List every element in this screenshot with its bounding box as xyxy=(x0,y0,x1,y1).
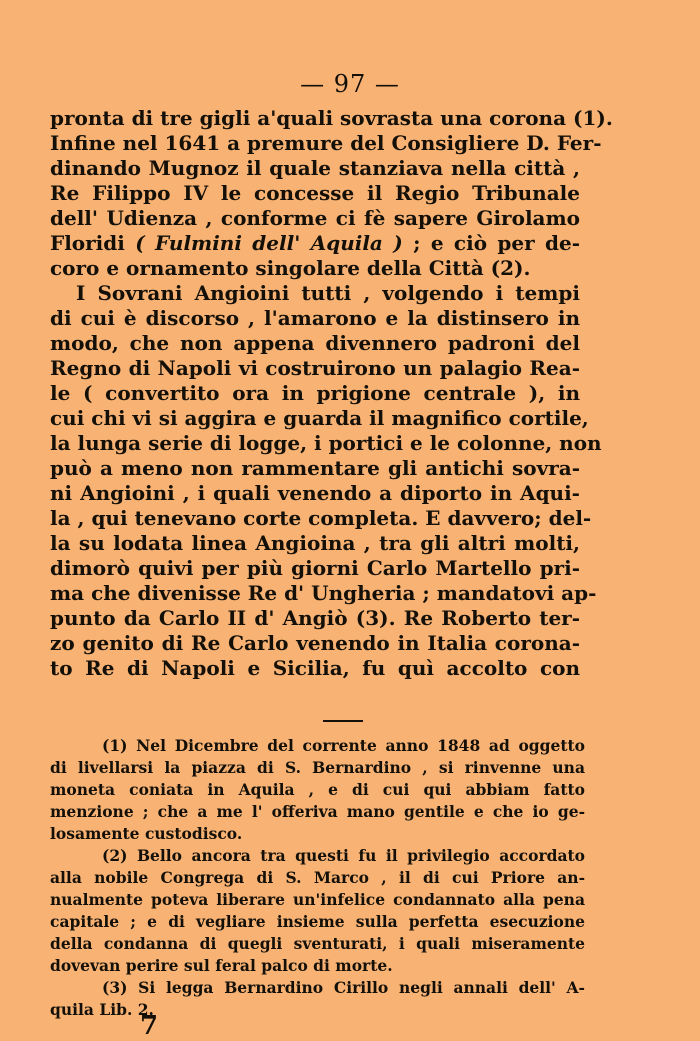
footnote-line: nualmente poteva liberare un'infelice condannato alla pena xyxy=(50,890,585,909)
text-line: ni Angioini , i quali venendo a diporto in Aqui- xyxy=(50,481,580,505)
footnote-line: dovevan perire sul feral palco di morte. xyxy=(50,956,393,975)
text-line: Regno di Napoli vi costruirono un palagio Rea- xyxy=(50,356,580,380)
text-line: Re Filippo IV le concesse il Regio Tribunale xyxy=(50,181,580,205)
footnote-line: losamente custodisco. xyxy=(50,824,243,843)
text-line: le ( convertito ora in prigione centrale ), in xyxy=(50,381,580,405)
text-line: la su lodata linea Angioina , tra gli altri molti, xyxy=(50,531,580,555)
text-line: to Re di Napoli e Sicilia, fu quì accolto con xyxy=(50,656,580,680)
text-line: zo genito di Re Carlo venendo in Italia corona- xyxy=(50,631,580,655)
text-line: coro e ornamento singolare della Città (2). xyxy=(50,256,531,280)
footnote-line: della condanna di quegli sventurati, i quali miseramente xyxy=(50,934,585,953)
text-line: la lunga serie di logge, i portici e le colonne, non xyxy=(50,431,602,455)
footnote-line: moneta coniata in Aquila , e di cui qui abbiam fatto xyxy=(50,780,585,799)
text-line: dimorò quivi per più giorni Carlo Martello pri- xyxy=(50,556,580,580)
text-line: ma che divenisse Re d' Ungheria ; mandatovi ap- xyxy=(50,581,597,605)
text-line: pronta di tre gigli a'quali sovrasta una corona (1). xyxy=(50,106,613,130)
text-line: modo, che non appena divennero padroni del xyxy=(50,331,580,355)
page-number: — 97 — xyxy=(300,70,400,98)
footnote-line: capitale ; e di vegliare insieme sulla perfetta esecuzione xyxy=(50,912,585,931)
footnote-line: quila Lib. 2. xyxy=(50,1000,154,1019)
text-line: dinando Mugnoz il quale stanziava nella città , xyxy=(50,156,580,180)
text-line: la , qui tenevano corte completa. E davvero; del- xyxy=(50,506,592,530)
footnote-line: menzione ; che a me l' offeriva mano gentile e che io ge- xyxy=(50,802,585,821)
footnote-line: di livellarsi la piazza di S. Bernardino , si rinvenne una xyxy=(50,758,585,777)
footnote-line: (3) Si legga Bernardino Cirillo negli annali dell' A- xyxy=(102,978,585,997)
signature-mark: 7 xyxy=(140,1011,159,1041)
text-fragment: ; e ciò per de- xyxy=(413,231,581,255)
footnote-line: (1) Nel Dicembre del corrente anno 1848 ad oggetto xyxy=(102,736,585,755)
text-line: cui chi vi si aggira e guarda il magnifico cortile, xyxy=(50,406,589,430)
text-line: può a meno non rammentare gli antichi sovra- xyxy=(50,456,580,480)
footnote-separator xyxy=(323,720,363,722)
footnote-line: alla nobile Congrega di S. Marco , il di cui Priore an- xyxy=(50,868,585,887)
footnote-line: (2) Bello ancora tra questi fu il privilegio accordato xyxy=(102,846,585,865)
text-line: di cui è discorso , l'amarono e la distinsero in xyxy=(50,306,580,330)
text-line-with-title xyxy=(50,231,580,256)
text-line: punto da Carlo II d' Angiò (3). Re Roberto ter- xyxy=(50,606,580,630)
text-line: Infine nel 1641 a premure del Consigliere D. Fer- xyxy=(50,131,602,155)
cited-work-title: ( Fulmini dell' Aquila ) xyxy=(135,231,403,255)
text-line: I Sovrani Angioini tutti , volgendo i tempi xyxy=(76,281,580,305)
text-fragment: Floridi xyxy=(50,231,125,255)
text-line: dell' Udienza , conforme ci fè sapere Girolamo xyxy=(50,206,580,230)
